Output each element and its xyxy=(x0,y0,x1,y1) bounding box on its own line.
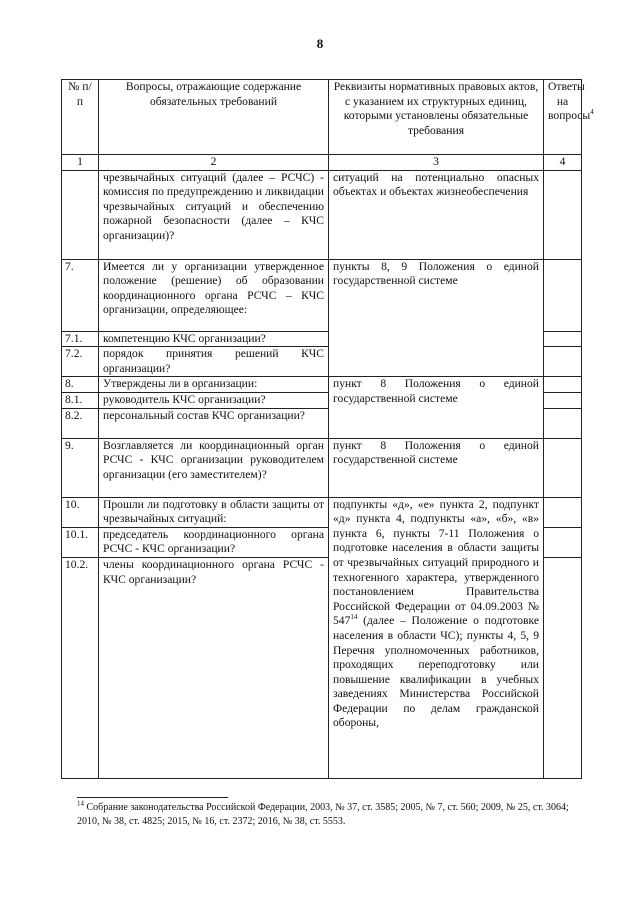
column-number: 4 xyxy=(544,155,582,171)
row-number: 8.1. xyxy=(62,392,99,408)
row-requisites: пункт 8 Положения о единой государственной системе xyxy=(329,377,544,438)
table-header-row xyxy=(62,80,582,155)
row-answer xyxy=(544,408,582,438)
row-requisites: пункты 8, 9 Положения о единой государственной системе xyxy=(329,259,544,377)
row-answer xyxy=(544,527,582,557)
footnote: $^{14}$ Собрание законодательства Российской Федерации, 2003, № 37, ст. 3585; 2005, № 7, ст. 560; 2009, № 25, ст. 3064; 2010, № 38, ст. 4825; 2015, № 16, ст. 2372; 2016, № 38, ст. 5553. xyxy=(77,799,569,827)
row-number: 7.1. xyxy=(62,331,99,347)
row-question: председатель координационного органа РСЧС - КЧС организации? xyxy=(99,527,329,557)
row-answer xyxy=(544,347,582,377)
row-number xyxy=(62,170,99,259)
page-number: 8 xyxy=(316,36,324,51)
column-number: 1 xyxy=(62,155,99,171)
row-number: 10.2. xyxy=(62,557,99,778)
row-question: члены координационного органа РСЧС - КЧС организации? xyxy=(99,557,329,778)
row-question: чрезвычайных ситуаций (далее – РСЧС) - комиссия по предупреждению и ликвидации чрезвычайных ситуаций и обеспечению пожарной безопасности (далее – КЧС организации)? xyxy=(99,170,329,259)
column-number: 3 xyxy=(329,155,544,171)
requirements-table xyxy=(61,79,594,779)
header-num: № п/п xyxy=(62,80,99,155)
table-row xyxy=(62,170,582,259)
table-row xyxy=(62,377,582,393)
table-row xyxy=(62,497,582,527)
table-row xyxy=(62,438,582,497)
row-answer xyxy=(544,438,582,497)
row-answer xyxy=(544,170,582,259)
table-row xyxy=(62,259,582,331)
row-answer xyxy=(544,557,582,778)
row-question: Утверждены ли в организации: xyxy=(99,377,329,393)
row-question: Возглавляется ли координационный орган РСЧС - КЧС организации руководителем организации (его заместителем)? xyxy=(99,438,329,497)
row-requisites: подпункты «д», «е» пункта 2, подпункт «д» пункта 4, подпункты «а», «б», «в» пункта 6, пункты 7-11 Положения о подготовке населения в области защиты от чрезвычайных ситуаций природного и техногенного характера, утвержденного постановлением Правительства Российской Федерации от 04.09.2003 № $547^{14}$ (далее – Положение о подготовке населения в области ЧС); пункты 4, 5, 9 Перечня уполномоченных работников, проходящих переподготовку или повышение квалификации в учебных заведениях Министерства Российской Федерации по делам гражданской обороны, xyxy=(329,497,544,778)
row-number: 7.2. xyxy=(62,347,99,377)
footnote-separator xyxy=(77,797,228,798)
row-number: 10. xyxy=(62,497,99,527)
column-number: 2 xyxy=(99,155,329,171)
row-number: 9. xyxy=(62,438,99,497)
row-answer xyxy=(544,259,582,331)
row-question: руководитель КЧС организации? xyxy=(99,392,329,408)
row-answer xyxy=(544,377,582,393)
header-answers: Ответы на вопросы$^4$ xyxy=(544,80,582,155)
row-requisites: ситуаций на потенциально опасных объектах и объектах жизнеобеспечения xyxy=(329,170,544,259)
row-question: компетенцию КЧС организации? xyxy=(99,331,329,347)
row-question: Имеется ли у организации утвержденное положение (решение) об образовании координационного органа РСЧС – КЧС организации, определяющее: xyxy=(99,259,329,331)
row-number: 8.2. xyxy=(62,408,99,438)
row-requisites: пункт 8 Положения о единой государственной системе xyxy=(329,438,544,497)
header-requisites: Реквизиты нормативных правовых актов, с указанием их структурных единиц, которыми установлены обязательные требования xyxy=(329,80,544,155)
row-question: порядок принятия решений КЧС организации? xyxy=(99,347,329,377)
row-answer xyxy=(544,331,582,347)
row-number: 7. xyxy=(62,259,99,331)
header-questions: Вопросы, отражающие содержание обязательных требований xyxy=(99,80,329,155)
row-question: персональный состав КЧС организации? xyxy=(99,408,329,438)
row-question: Прошли ли подготовку в области защиты от чрезвычайных ситуаций: xyxy=(99,497,329,527)
column-number-row xyxy=(62,155,582,171)
row-answer xyxy=(544,392,582,408)
row-answer xyxy=(544,497,582,527)
row-number: 10.1. xyxy=(62,527,99,557)
row-number: 8. xyxy=(62,377,99,393)
